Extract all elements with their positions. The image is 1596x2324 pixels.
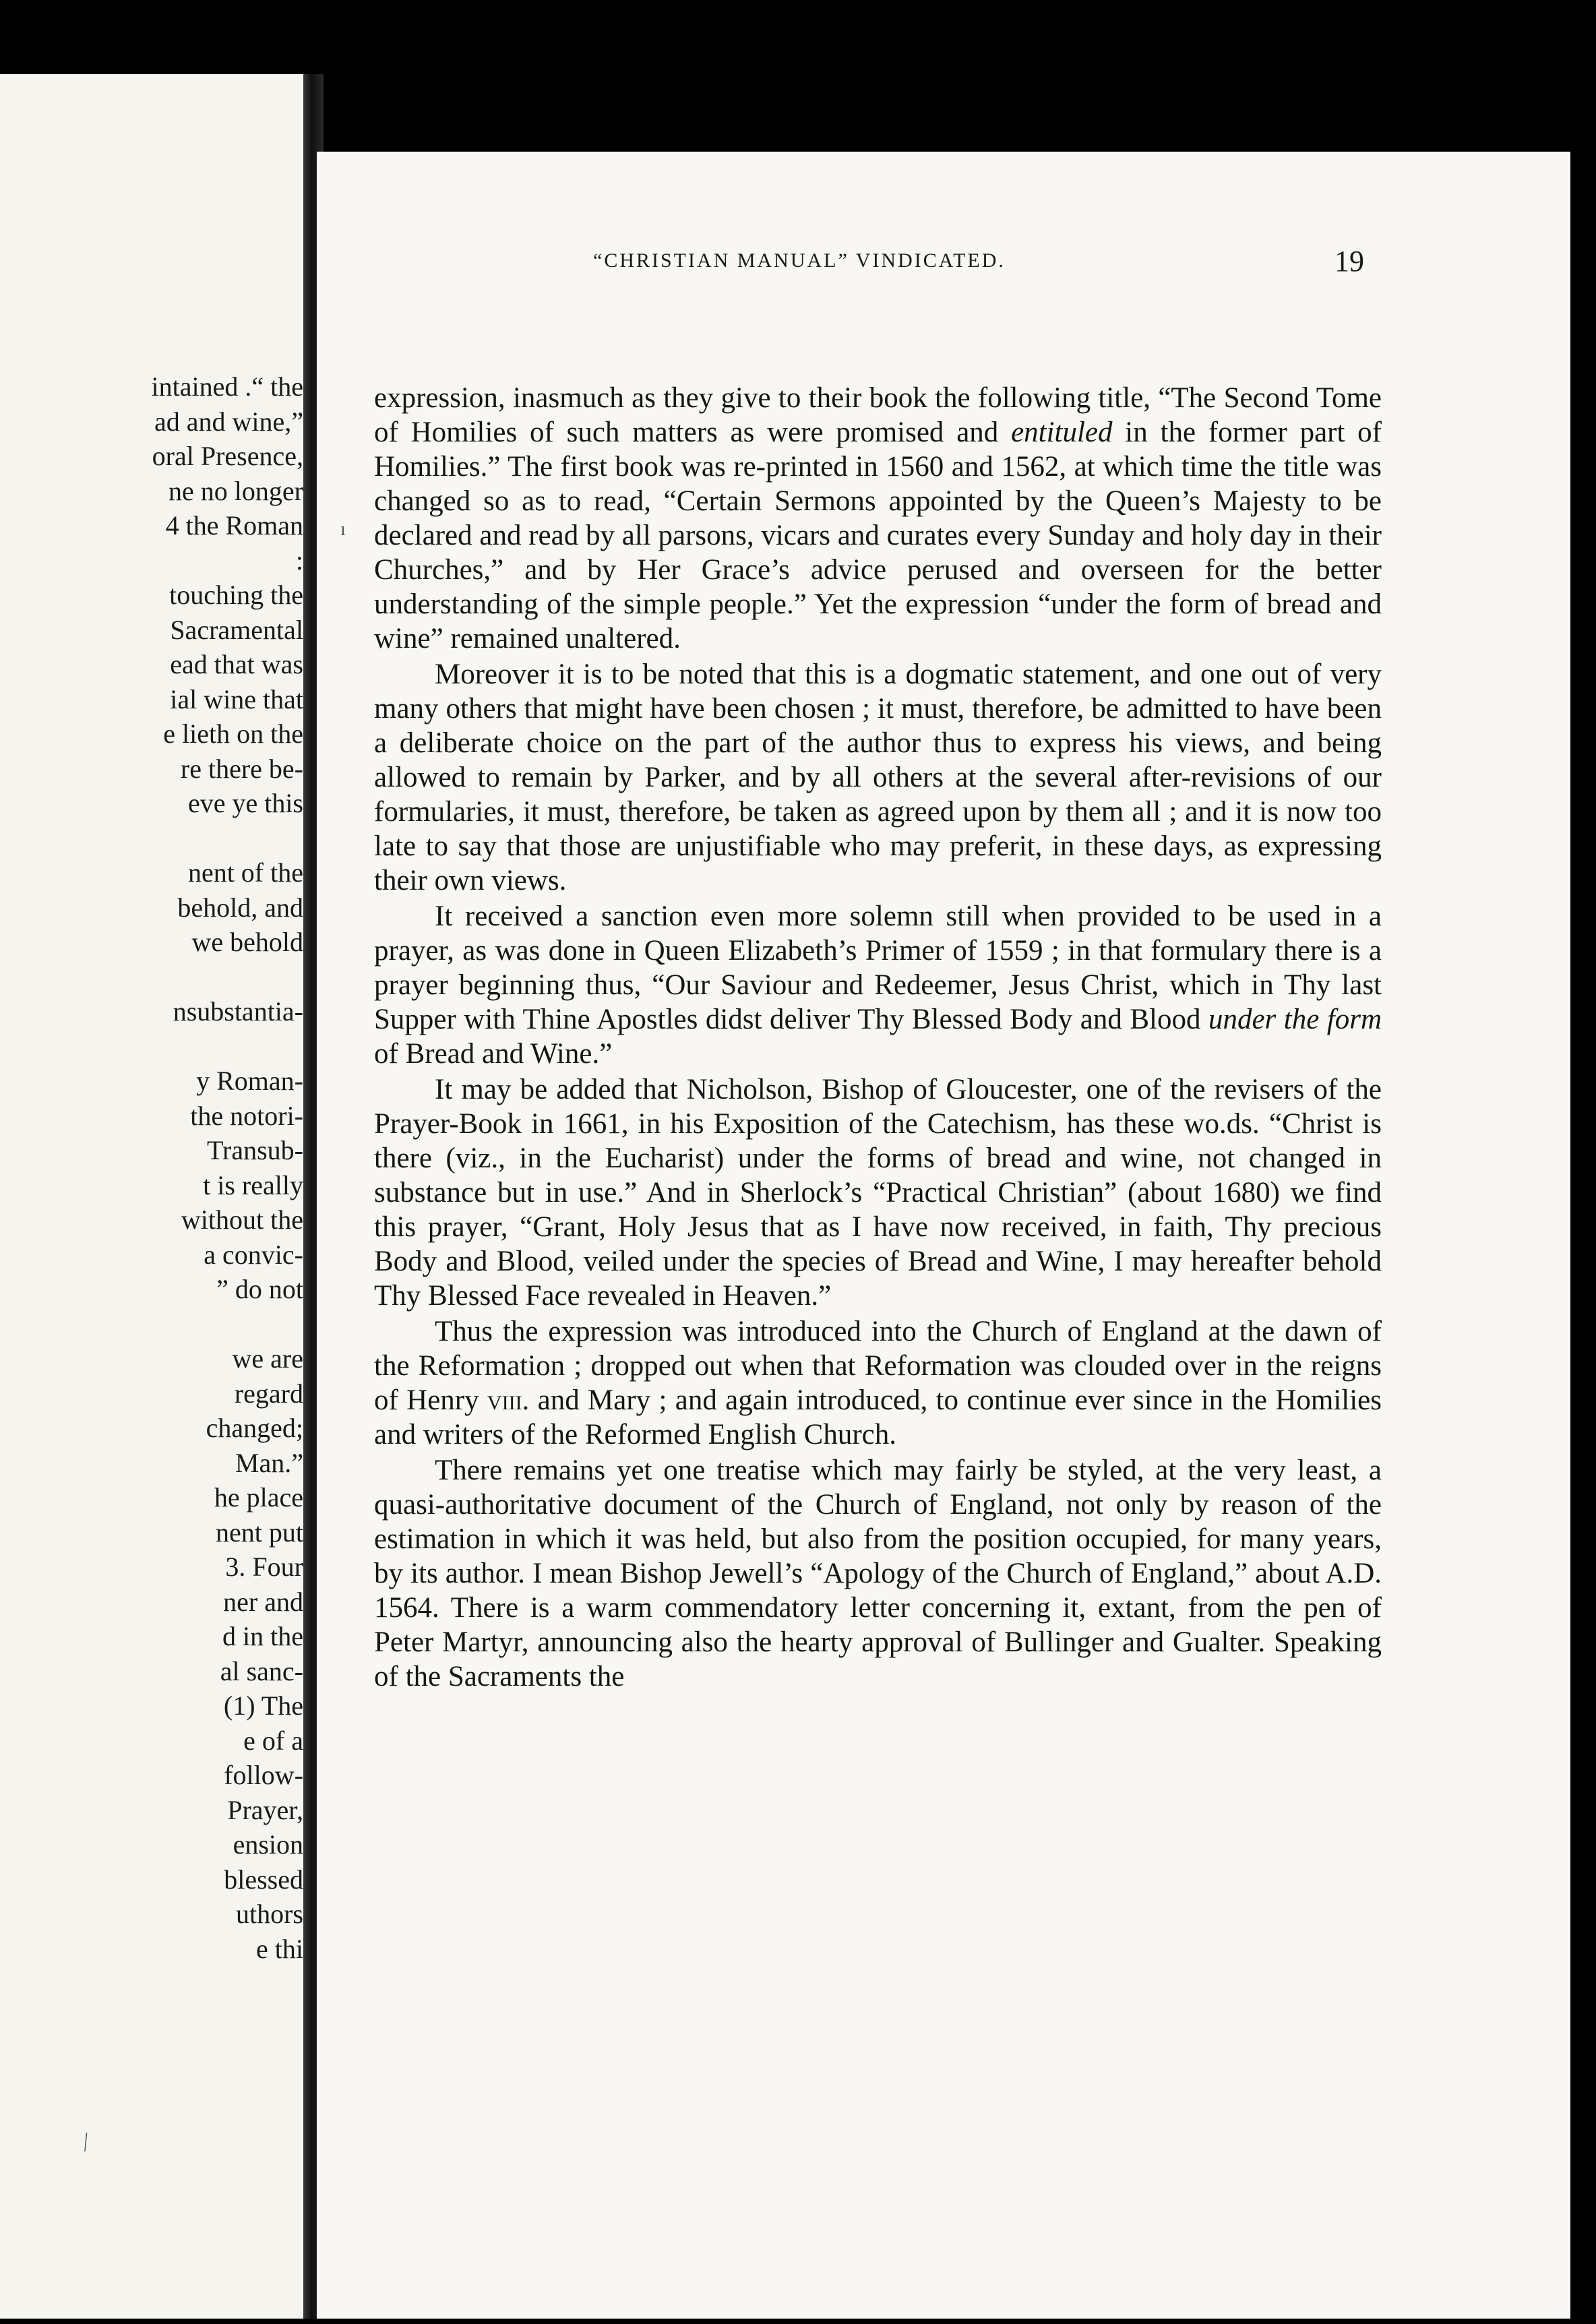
italic-phrase: under the form — [1208, 1004, 1382, 1035]
left-page-line: ne no longer — [168, 475, 303, 506]
body-paragraph — [374, 381, 1382, 656]
left-page-line: Prayer, — [227, 1794, 303, 1825]
left-page-line: follow- — [224, 1760, 303, 1790]
body-text — [374, 381, 1382, 1695]
left-page-line: e thi — [256, 1933, 303, 1964]
italic-phrase: entituled — [1011, 417, 1113, 448]
margin-mark: ı — [340, 519, 346, 540]
body-paragraph — [374, 1314, 1382, 1452]
left-page-line: we behold — [191, 927, 303, 957]
text-run: It received a sanction even more solemn still when provided to be used in a prayer, as was done in Queen Elizabeth’s Primer of 1559 ; in that formulary there is a prayer beginning thus, “Our Saviour and Redeemer, Jesus Christ, which in Thy last Supper with Thine Apostles didst deliver Thy Blessed Body and Blood — [374, 900, 1382, 1035]
left-page-line: a convic- — [204, 1239, 303, 1270]
text-run: viii. — [487, 1384, 530, 1416]
left-page-line: eve ye this — [187, 788, 303, 818]
left-page-line: touching the — [169, 580, 303, 610]
text-run: There remains yet one treatise which may fairly be styled, at the very least, a quasi-authoritative document of the Church of England, not only by reason of the estimation in which it was held, but also from the position occupied, for many years, by its author. I mean Bishop Jewell’s “Apology of the Church of England,” about A.D. 1564. There is a warm commendatory letter concerning it, extant, from the pen of Peter Martyr, announcing also the hearty approval of Bullinger and Gualter. Speaking of the Sacraments the — [374, 1455, 1382, 1692]
text-run: Moreover it is to be noted that this is a dogmatic statement, and one out of very many others that might have been chosen ; it must, therefore, be admitted to have been a deliberate choice on the part of the author thus to express his views, and being allowed to remain by Parker, and by all others at the several after-revisions of our formularies, it must, therefore, be taken as agreed upon by them all ; and it is now too late to say that those are unjustifiable who may preferit, in these days, as expressing their own views. — [374, 659, 1382, 896]
left-page-line: Man.” — [235, 1447, 303, 1478]
left-page-line: 3. Four — [225, 1552, 303, 1582]
left-page-line: Sacramental — [170, 614, 303, 645]
left-page-line: nent of the — [187, 857, 303, 888]
left-page-line: uthors — [236, 1899, 303, 1929]
left-page-line: blessed — [224, 1864, 303, 1895]
body-paragraph — [374, 1453, 1382, 1694]
left-page-line: y Roman- — [196, 1066, 303, 1096]
left-page-line: intained .“ the — [151, 371, 303, 402]
left-page-fragment — [0, 74, 303, 2319]
text-run: Thus the expression was introduced into the Church of England at the dawn of the Reformation ; dropped out when that Reformation was clouded over in the reigns of Henry — [374, 1316, 1382, 1416]
left-page-line: oral Presence, — [152, 441, 303, 471]
body-paragraph — [374, 899, 1382, 1071]
text-run: of Bread and Wine.” — [374, 1038, 613, 1070]
left-page-line: ension — [233, 1829, 303, 1860]
left-page-line: ” do not — [216, 1274, 303, 1304]
left-page-line: t is really — [203, 1169, 303, 1200]
running-head: “CHRISTIAN MANUAL” VINDICATED. — [593, 249, 1006, 272]
left-page-line: Transub- — [207, 1135, 303, 1165]
left-page-line: re there be- — [180, 753, 303, 784]
page-number: 19 — [1334, 245, 1364, 278]
left-page-line: al sanc- — [220, 1655, 303, 1686]
left-page-line: behold, and — [177, 892, 303, 923]
left-page-line: (1) The — [223, 1690, 303, 1721]
text-run: expression, inasmuch as they give to their book the following title, “The Second Tome of Homilies of such matters as were promised and — [374, 382, 1382, 448]
left-page-line: ner and — [223, 1586, 303, 1617]
left-page-line: d in the — [222, 1621, 303, 1651]
left-page-line: ad and wine,” — [154, 406, 303, 437]
left-page-line: the notori- — [190, 1100, 303, 1131]
left-page-line: nent put — [216, 1517, 303, 1548]
left-page-line: e of a — [243, 1725, 303, 1756]
left-page-line: he place — [214, 1482, 303, 1512]
body-paragraph — [374, 1072, 1382, 1313]
left-page-line: changed; — [206, 1413, 303, 1443]
left-page-line: : — [295, 545, 303, 576]
body-paragraph — [374, 657, 1382, 898]
left-page-line: e lieth on the — [163, 718, 303, 749]
stray-pen-mark: ⁄ — [78, 2131, 94, 2155]
left-page-line: we are — [232, 1343, 303, 1374]
left-page-line: 4 the Roman — [165, 510, 303, 541]
left-page-line: ead that was — [170, 649, 303, 679]
left-page-line: ial wine that — [170, 683, 303, 714]
left-page-line: without the — [181, 1204, 303, 1235]
text-run: It may be added that Nicholson, Bishop of Gloucester, one of the revisers of the Prayer-Book in 1661, in his Exposition of the Catechism, has these wo.ds. “Christ is there (viz., in the Eucharist) under the forms of bread and wine, not changed in substance but in use.” And in Sherlock’s “Practical Christian” (about 1680) we find this prayer, “Grant, Holy Jesus that as I have now received, in faith, Thy precious Body and Blood, veiled under the species of Bread and Wine, I may hereafter behold Thy Blessed Face revealed in Heaven.” — [374, 1074, 1382, 1312]
left-page-line: nsubstantia- — [173, 996, 303, 1027]
left-page-line: regard — [234, 1378, 303, 1409]
text-run: in the former part of Homilies.” The first book was re-printed in 1560 and 1562, at which time the title was changed so as to read, “Certain Sermons appointed by the Queen’s Majesty to be declared and read by all parsons, vicars and curates every Sunday and holy day in their Churches,” and by Her Grace’s advice perused and overseen for the better understanding of the simple people.” Yet the expression “under the form of bread and wine” remained unaltered. — [374, 417, 1382, 654]
text-run: and Mary ; and again introduced, to continue ever since in the Homilies and writers of the Reformed English Church. — [374, 1384, 1382, 1450]
